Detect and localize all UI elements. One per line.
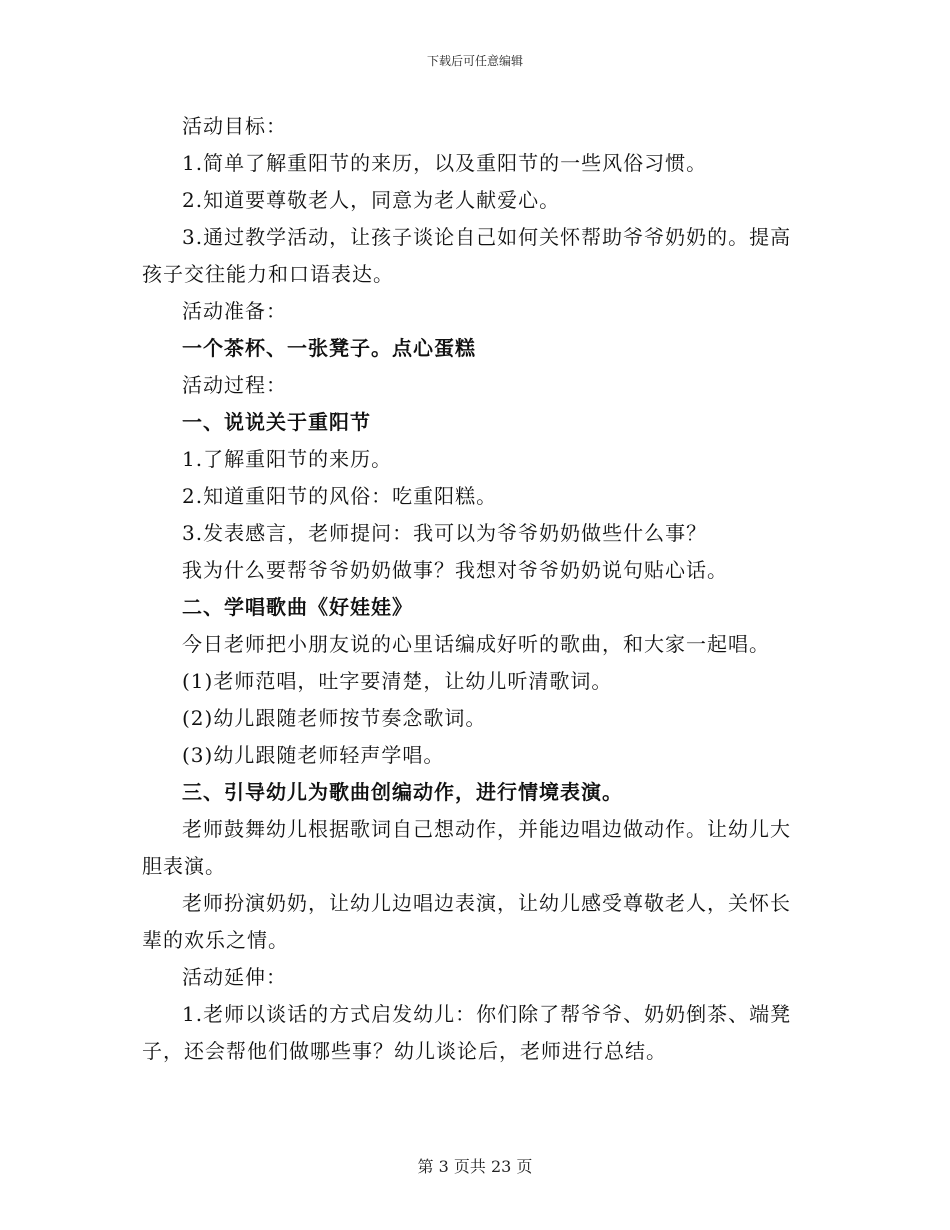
paragraph: 今日老师把小朋友说的心里话编成好听的歌曲，和大家一起唱。 (182, 632, 770, 656)
paragraph: 1.简单了解重阳节的来历，以及重阳节的一些风俗习惯。 (182, 151, 708, 175)
paragraph: (1)老师范唱，吐字要清楚，让幼儿听清歌词。 (182, 669, 613, 693)
paragraph-bold: 一个茶杯、一张凳子。点心蛋糕 (182, 336, 476, 360)
paragraph: 2.知道重阳节的风俗：吃重阳糕。 (182, 484, 498, 508)
paragraph: 活动目标： (182, 114, 287, 138)
paragraph: 1.老师以谈话的方式启发幼儿：你们除了帮爷爷、奶奶倒茶、端凳子，还会帮他们做哪些事？幼儿谈论后，老师进行总结。 (142, 1002, 792, 1063)
section-heading: 二、学唱歌曲《好娃娃》 (182, 595, 413, 619)
section-heading: 一、说说关于重阳节 (182, 410, 371, 434)
paragraph: 3.发表感言，老师提问：我可以为爷爷奶奶做些什么事？ (182, 521, 708, 545)
page-number-footer: 第 3 页共 23 页 (417, 1157, 533, 1176)
paragraph: (2)幼儿跟随老师按节奏念歌词。 (182, 706, 487, 730)
paragraph: 1.了解重阳节的来历。 (182, 447, 393, 471)
section-heading: 三、引导幼儿为歌曲创编动作，进行情境表演。 (182, 780, 623, 804)
page-header-note: 下载后可任意编辑 (426, 54, 523, 68)
paragraph: 活动准备： (182, 299, 287, 323)
paragraph: 我为什么要帮爷爷奶奶做事？我想对爷爷奶奶说句贴心话。 (182, 558, 728, 582)
document-body (142, 108, 802, 1070)
paragraph: 活动延伸： (182, 965, 287, 989)
paragraph: 老师鼓舞幼儿根据歌词自己想动作，并能边唱边做动作。让幼儿大胆表演。 (142, 817, 791, 878)
paragraph: 3.通过教学活动，让孩子谈论自己如何关怀帮助爷爷奶奶的。提高孩子交往能力和口语表达。 (142, 225, 792, 286)
paragraph: 2.知道要尊敬老人，同意为老人献爱心。 (182, 188, 561, 212)
paragraph: (3)幼儿跟随老师轻声学唱。 (182, 743, 445, 767)
paragraph: 老师扮演奶奶，让幼儿边唱边表演，让幼儿感受尊敬老人，关怀长辈的欢乐之情。 (142, 891, 791, 952)
paragraph: 活动过程： (182, 373, 287, 397)
